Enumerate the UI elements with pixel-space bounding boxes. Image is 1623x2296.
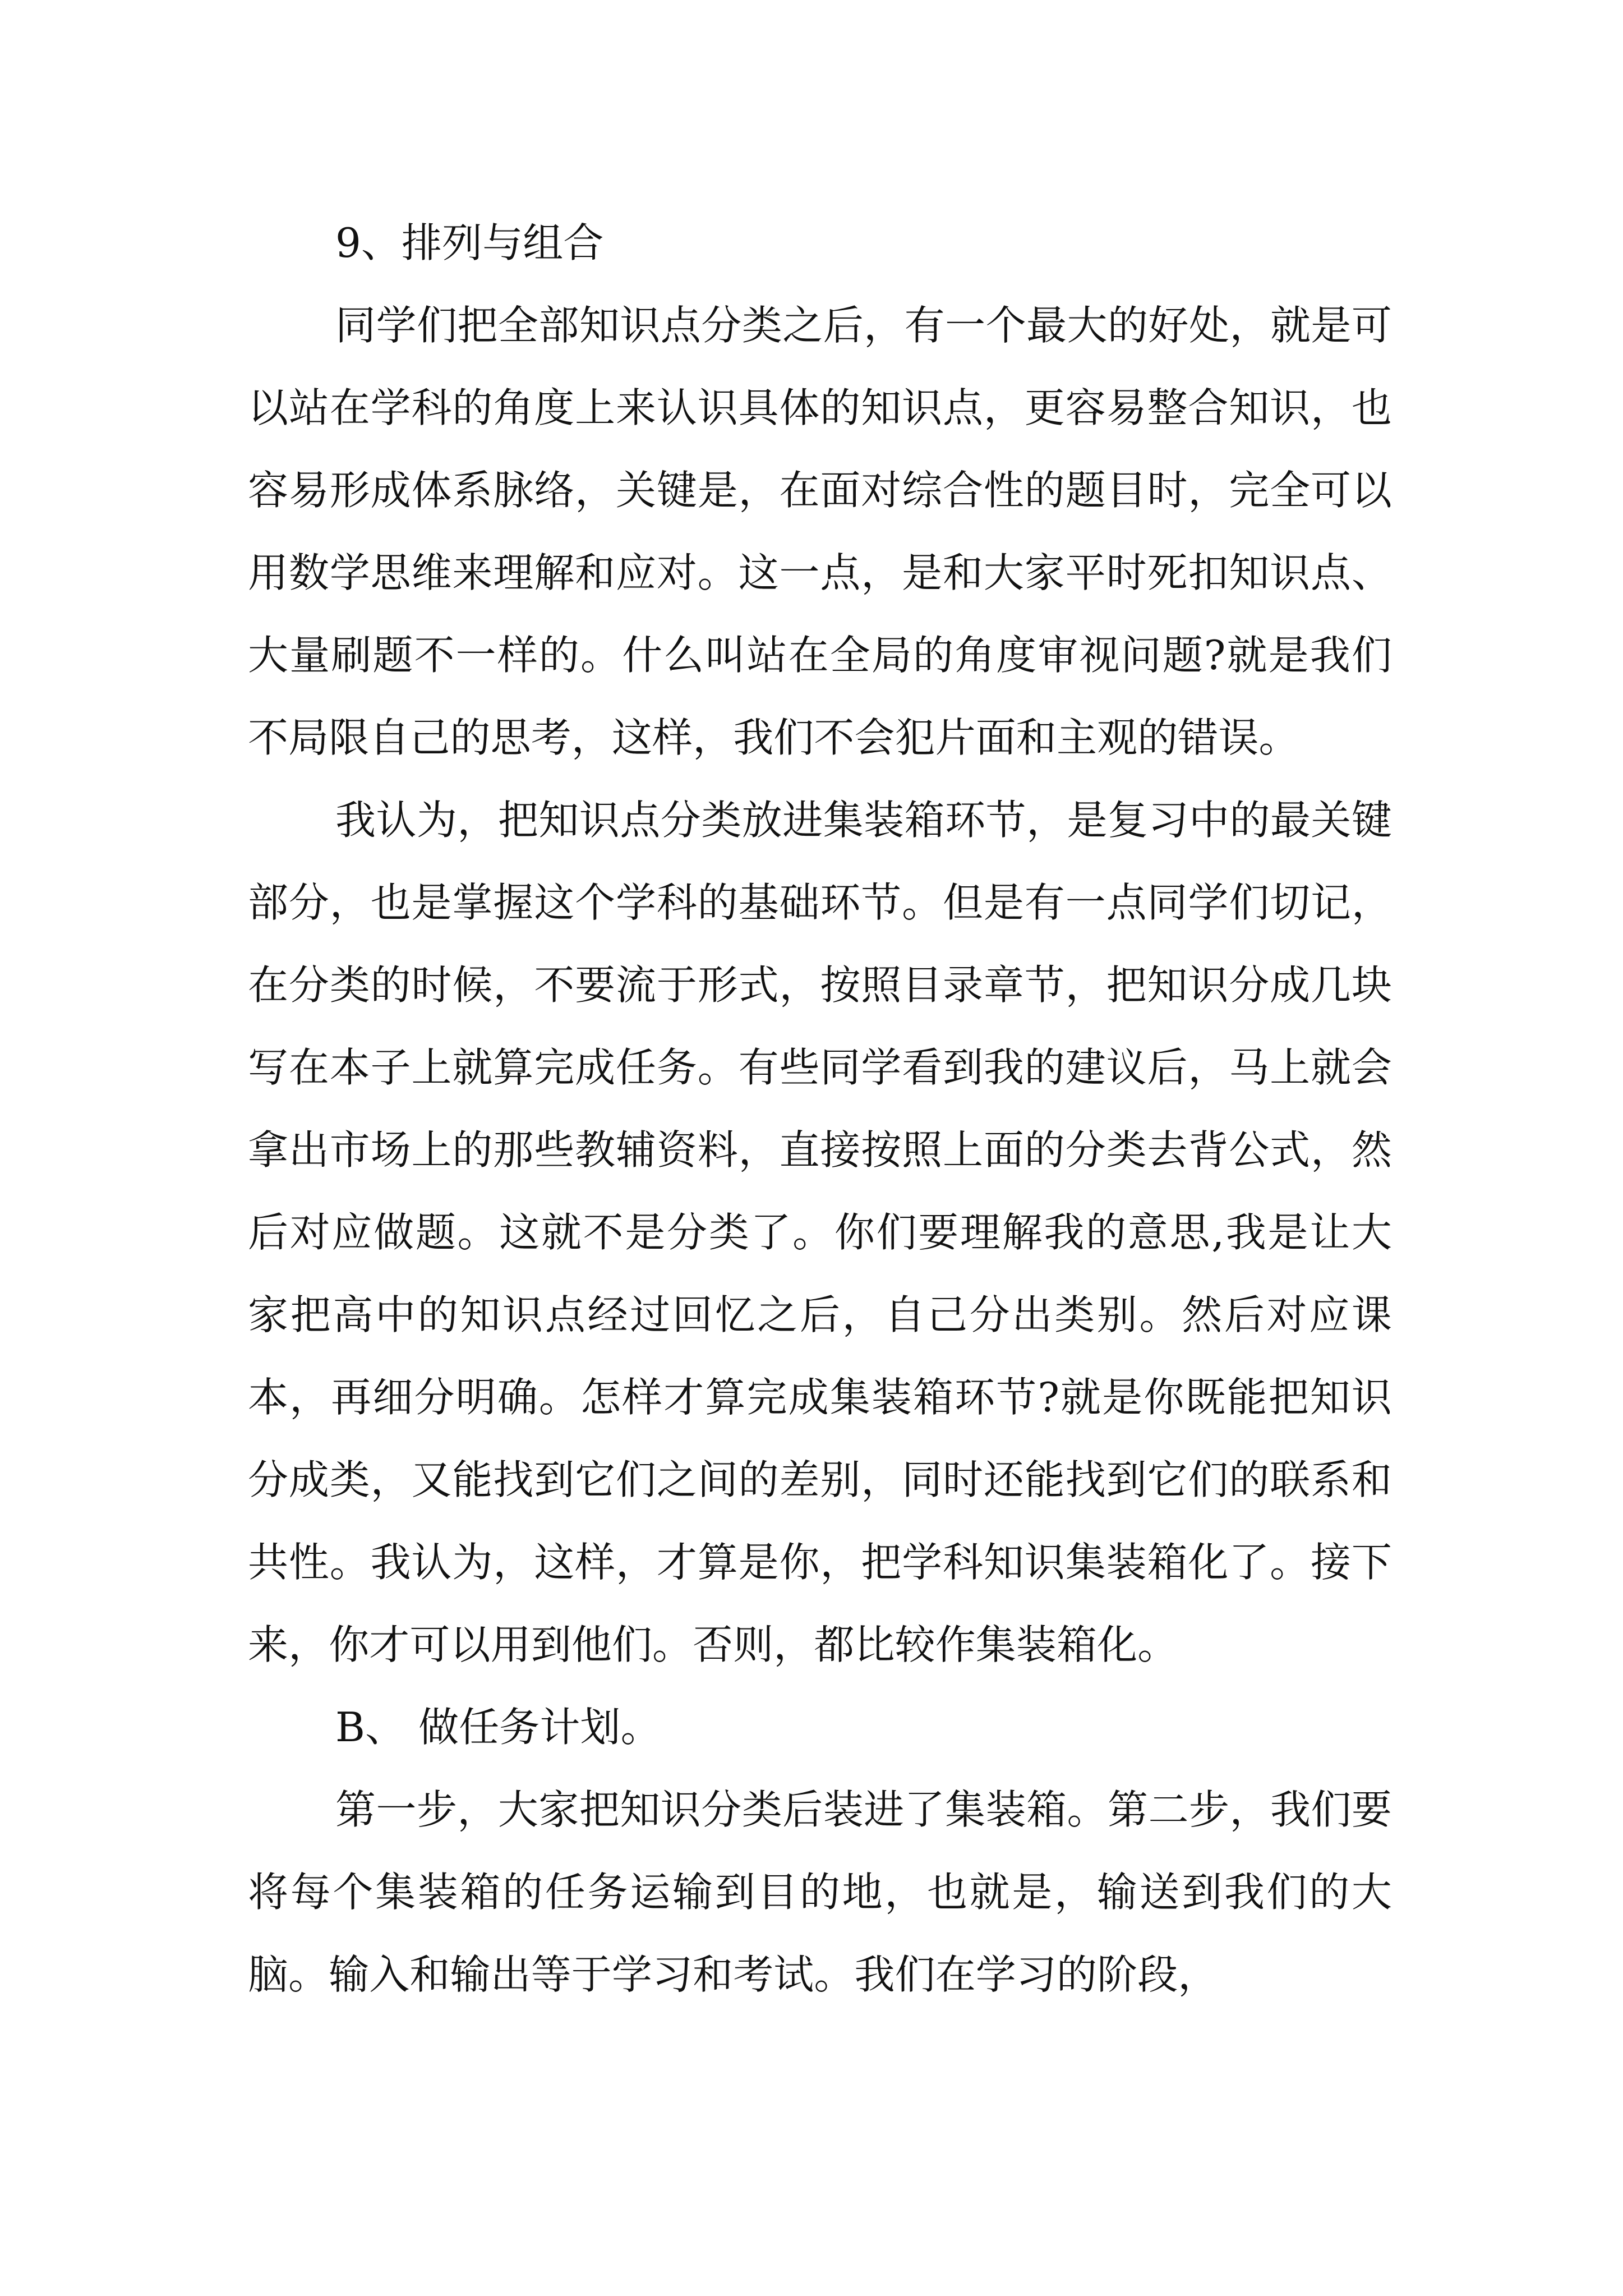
section-heading-permutation: 9、排列与组合 bbox=[335, 219, 604, 266]
paragraph-classification-benefits: 同学们把全部知识点分类之后，有一个最大的好处，就是可以站在学科的角度上来认识具体的知识点，更容易整合知识，也容易形成体系脉络，关键是，在面对综合性的题目时，完全可以用数学思维来理解和应对。这一点，是和大家平时死扣知识点、大量刷题不一样的。什么叫站在全局的角度审视问题?就是我们不局限自己的思考，这样，我们不会犯片面和主观的错误。 bbox=[248, 302, 1392, 761]
paragraph-container-step: 我认为，把知识点分类放进集装箱环节，是复习中的最关键部分，也是掌握这个学科的基础环节。但是有一点同学们切记，在分类的时候，不要流于形式，按照目录章节，把知识分成几块写在本子上就算完成任务。有些同学看到我的建议后，马上就会拿出市场上的那些教辅资料，直接按照上面的分类去背公式，然后对应做题。这就不是分类了。你们要理解我的意思,我是让大家把高中的知识点经过回忆之后，自己分出类别。然后对应课本，再细分明确。怎样才算完成集装箱环节?就是你既能把知识分成类，又能找到它们之间的差别，同时还能找到它们的联系和共性。我认为，这样，才算是你，把学科知识集装箱化了。接下来，你才可以用到他们。否则，都比较作集装箱化。 bbox=[248, 797, 1392, 1668]
section-heading-task-plan: B、 做任务计划。 bbox=[335, 1704, 661, 1751]
document-body bbox=[248, 202, 1392, 2016]
paragraph-first-step: 第一步，大家把知识分类后装进了集装箱。第二步，我们要将每个集装箱的任务运输到目的地，也就是，输送到我们的大脑。输入和输出等于学习和考试。我们在学习的阶段， bbox=[248, 1786, 1392, 1998]
